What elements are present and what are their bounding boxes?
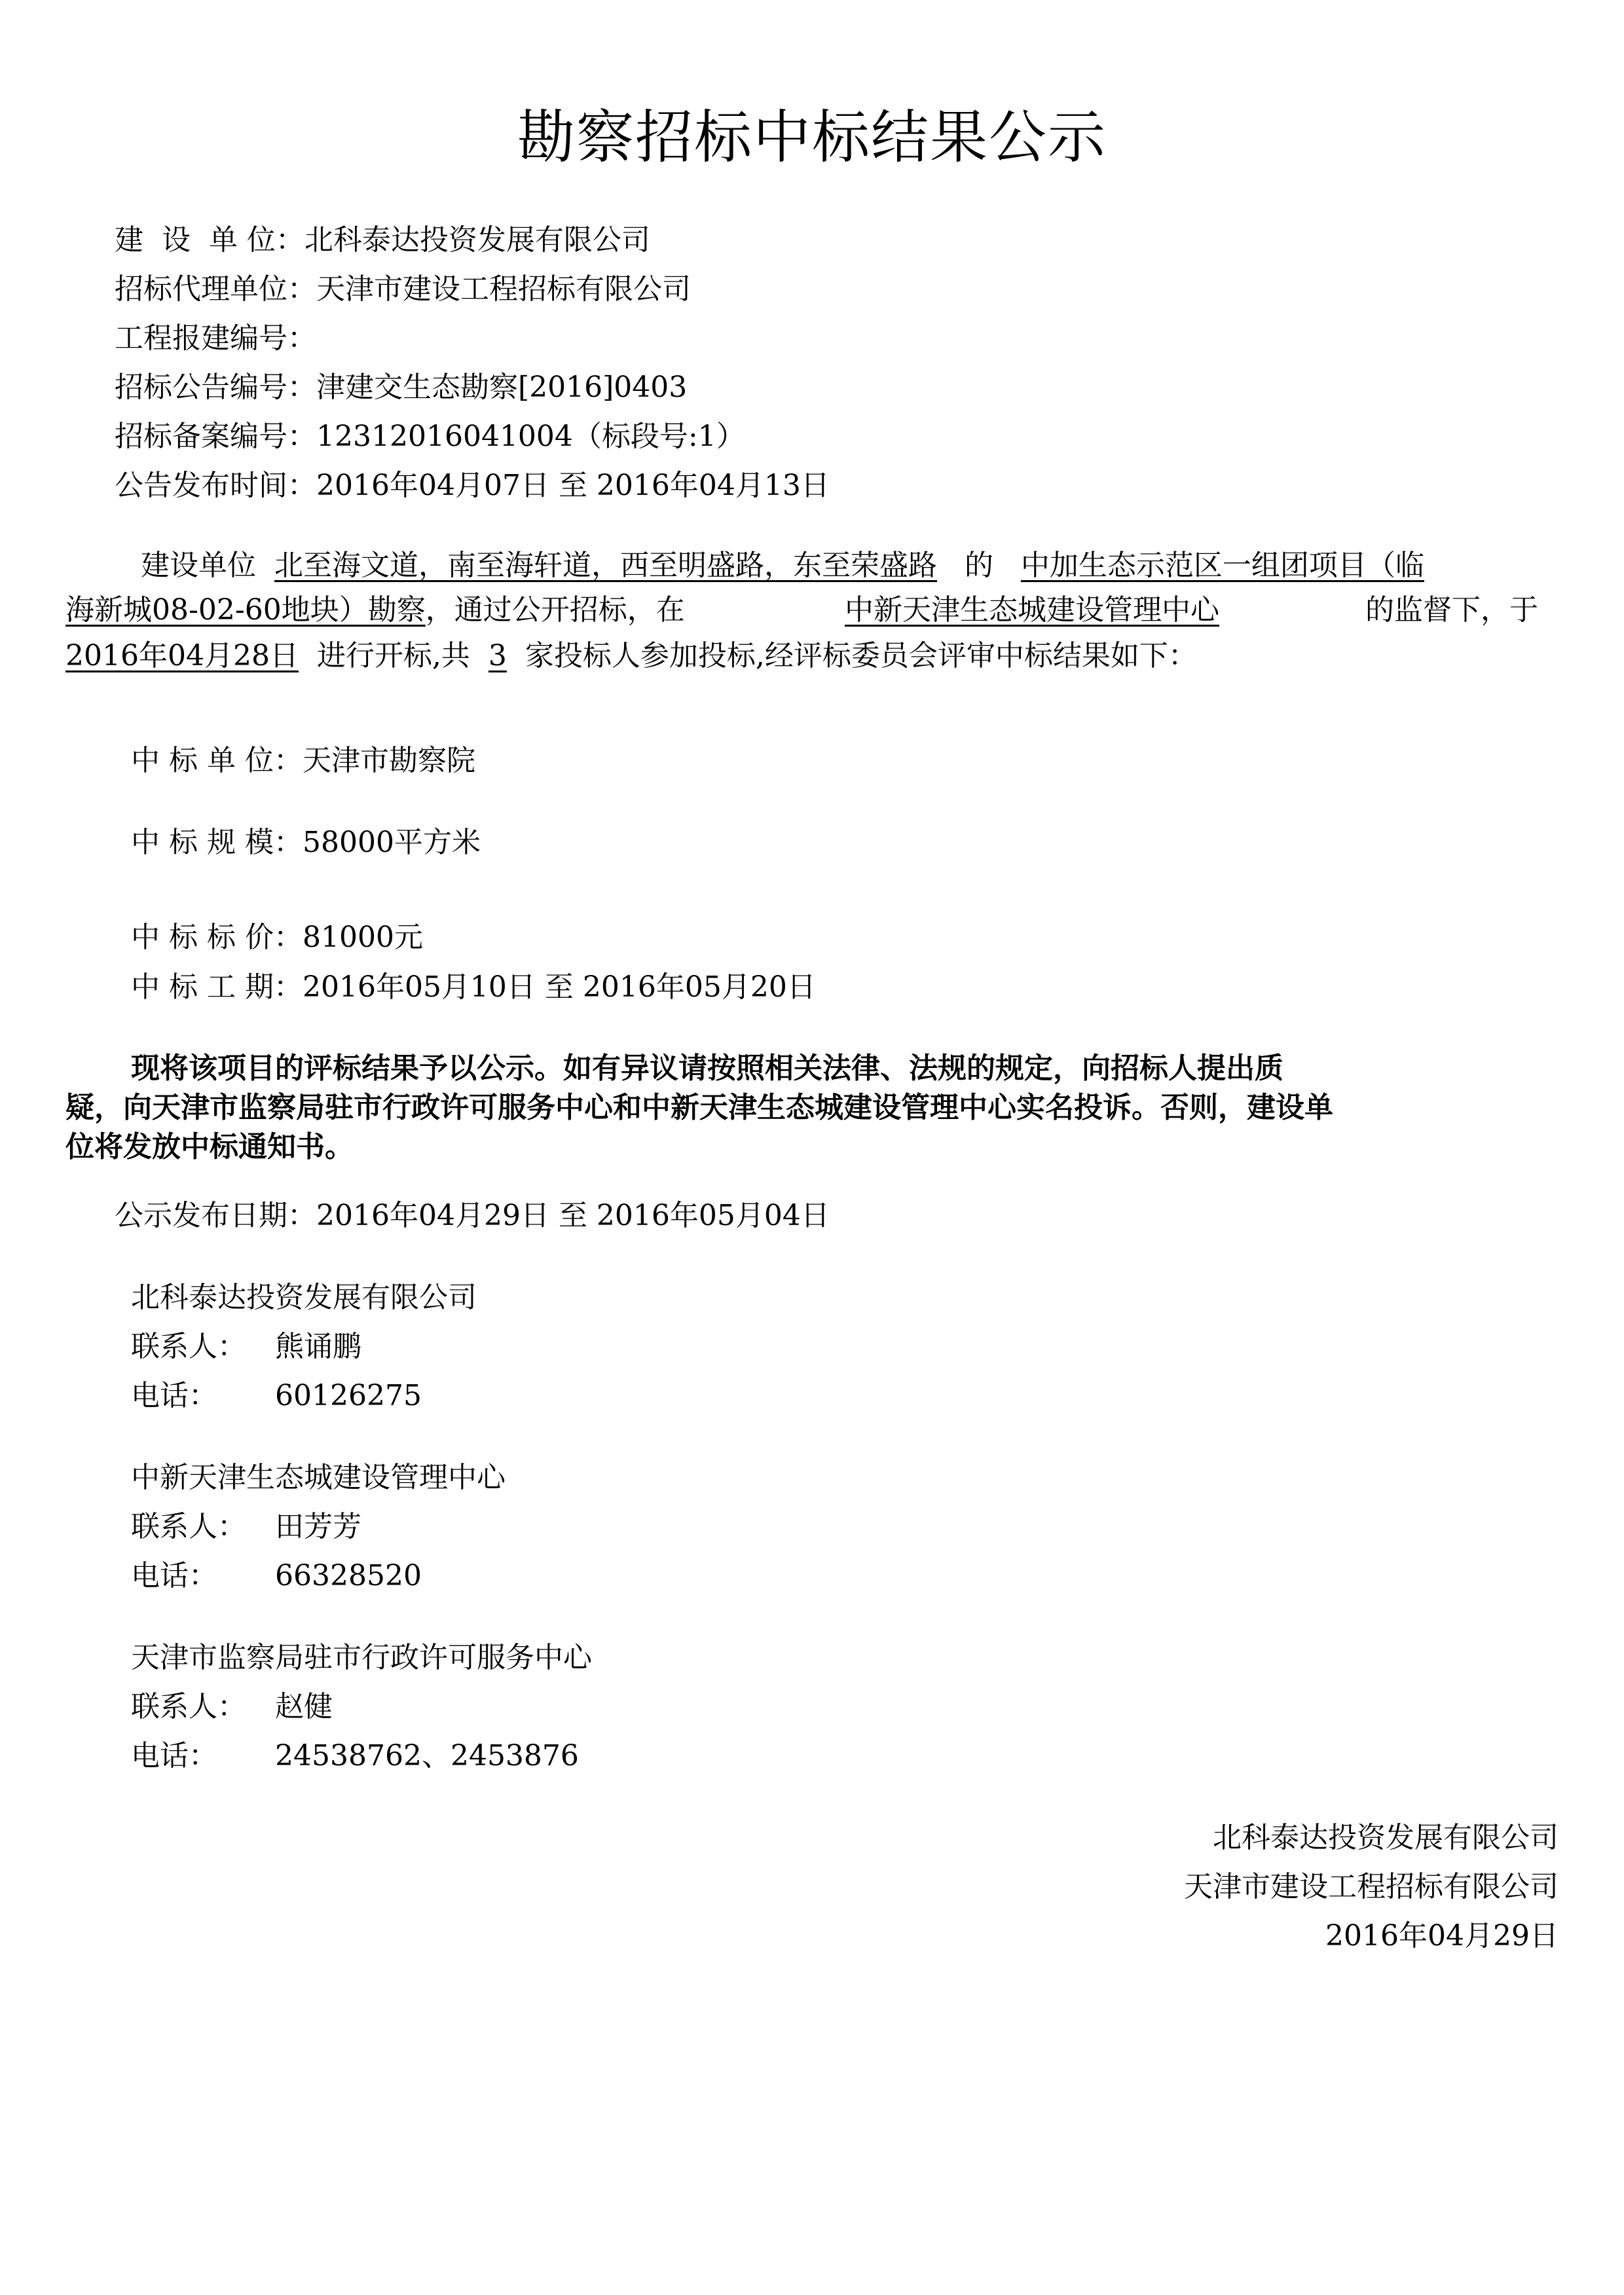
paragraph-text: 的 [964, 549, 993, 582]
contact-person-label: 联系人： [131, 1330, 246, 1363]
publish-label: 公示发布日期： [115, 1199, 316, 1232]
signature-org-2: 天津市建设工程招标有限公司 [1184, 1870, 1559, 1903]
project-name-part1: 中加生态示范区一组团项目（临 [1020, 549, 1424, 582]
project-name-part2: 海新城08-02-60地块）勘察 [65, 593, 426, 627]
info-row-agent [115, 272, 691, 306]
result-label: 中 标 工 期： [131, 970, 303, 1004]
notice-line-3: 位将发放中标通知书。 [65, 1130, 354, 1164]
info-row-announcement-time [115, 471, 830, 500]
info-label: 工程报建编号： [115, 321, 316, 355]
location-text: 北至海文道，南至海轩道，西至明盛路，东至荣盛路 [274, 549, 937, 582]
info-value: 2016年04月07日 至 2016年04月13日 [316, 469, 830, 502]
paragraph-line-1 [141, 551, 1424, 580]
info-label: 公告发布时间： [115, 469, 316, 502]
contact-phone-label: 电话： [131, 1739, 217, 1772]
result-label: 中 标 标 价： [131, 921, 303, 954]
contact-phone: 60126275 [275, 1379, 422, 1412]
signature-org-1: 北科泰达投资发展有限公司 [1213, 1821, 1559, 1854]
info-label: 招标备案编号： [115, 420, 316, 453]
info-label: 建 设 单 位： [115, 223, 304, 257]
bidder-count: 3 [488, 639, 507, 672]
paragraph-text: 家投标人参加投标,经评标委员会评审中标结果如下： [525, 639, 1197, 672]
contact-person-label: 联系人： [131, 1690, 246, 1723]
paragraph-text: 的监督下，于 [1365, 593, 1538, 627]
paragraph-text: 建设单位 [141, 549, 256, 582]
publish-date-row [115, 1199, 830, 1232]
paragraph-text-supervision [1365, 593, 1538, 627]
signature-date: 2016年04月29日 [1325, 1919, 1559, 1953]
result-value: 81000元 [302, 921, 423, 954]
info-row-builder [115, 223, 650, 257]
notice-line-1: 现将该项目的评标结果予以公示。如有异议请按照相关法律、法规的规定，向招标人提出质 [131, 1052, 1283, 1085]
contact-phone-label: 电话： [131, 1379, 217, 1412]
contact-person-label: 联系人： [131, 1510, 246, 1543]
publish-value: 2016年04月29日 至 2016年05月04日 [316, 1199, 830, 1232]
info-value: 津建交生态勘察[2016]0403 [316, 371, 688, 404]
result-scale [131, 828, 481, 857]
contact-org-2: 中新天津生态城建设管理中心 [131, 1461, 506, 1494]
info-row-announcement-number [115, 373, 687, 402]
info-row-record-number [115, 422, 745, 451]
paragraph-text: ，通过公开招标，在 [425, 593, 685, 627]
result-winner [131, 746, 475, 775]
supervisor-text [845, 593, 1219, 627]
paragraph-line-2 [65, 593, 685, 627]
contact-phone-row-3 [131, 1739, 579, 1772]
contact-person-row-3 [131, 1690, 333, 1723]
contact-phone: 24538762、2453876 [275, 1739, 579, 1772]
contact-phone: 66328520 [275, 1559, 422, 1592]
supervisor-name: 中新天津生态城建设管理中心 [845, 593, 1219, 627]
document-title: 勘察招标中标结果公示 [517, 103, 1107, 171]
paragraph-line-3 [65, 639, 1197, 672]
info-label: 招标代理单位： [115, 272, 316, 306]
contact-person-row-1 [131, 1332, 361, 1361]
info-value: 北科泰达投资发展有限公司 [304, 223, 650, 257]
contact-org-3: 天津市监察局驻市行政许可服务中心 [131, 1641, 592, 1674]
result-value: 天津市勘察院 [302, 744, 475, 777]
contact-phone-row-1 [131, 1379, 422, 1412]
paragraph-text: 进行开标,共 [316, 639, 470, 672]
result-label: 中 标 单 位： [131, 744, 303, 777]
open-date: 2016年04月28日 [65, 639, 299, 672]
contact-phone-label: 电话： [131, 1559, 217, 1592]
result-price [131, 923, 423, 952]
contact-person: 赵健 [275, 1690, 333, 1723]
info-value: 天津市建设工程招标有限公司 [316, 272, 691, 306]
contact-phone-row-2 [131, 1559, 422, 1592]
contact-org-1: 北科泰达投资发展有限公司 [131, 1281, 477, 1314]
result-label: 中 标 规 模： [131, 826, 303, 859]
contact-person-row-2 [131, 1510, 361, 1543]
info-value: 12312016041004（标段号:1） [316, 420, 745, 453]
result-value: 2016年05月10日 至 2016年05月20日 [302, 970, 816, 1004]
contact-person: 田芳芳 [275, 1510, 361, 1543]
notice-line-2: 疑，向天津市监察局驻市行政许可服务中心和中新天津生态城建设管理中心实名投诉。否则，建设单 [65, 1091, 1333, 1124]
info-label: 招标公告编号： [115, 371, 316, 404]
result-period [131, 970, 816, 1004]
result-value: 58000平方米 [302, 826, 481, 859]
contact-person: 熊诵鹏 [275, 1330, 361, 1363]
info-row-project-number [115, 321, 316, 355]
